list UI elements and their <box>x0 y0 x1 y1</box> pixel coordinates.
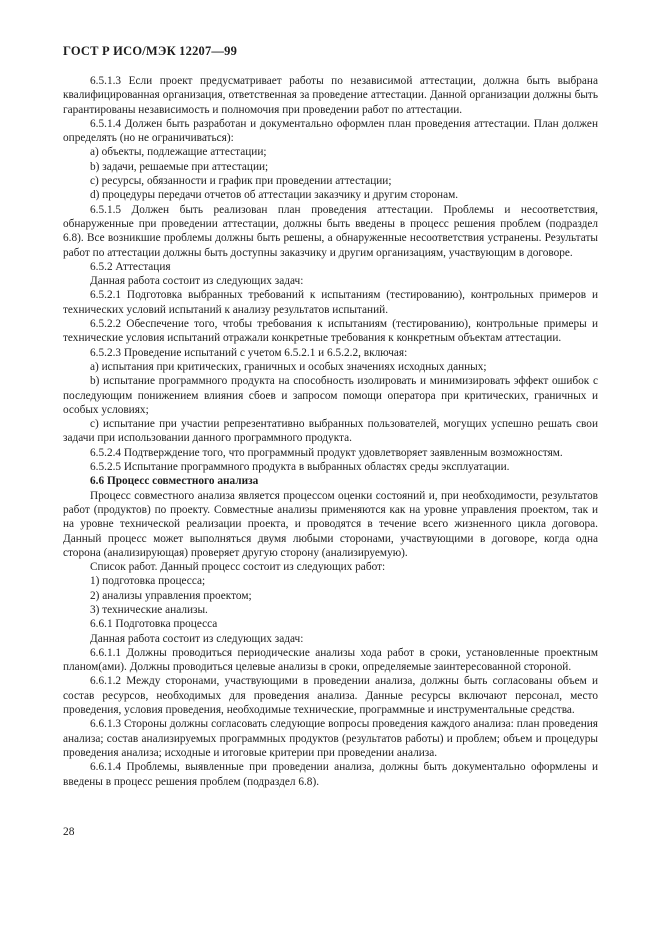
list-item-b: b) задачи, решаемые при аттестации; <box>90 160 269 173</box>
list-item-c: c) испытание при участии репрезентативно выбранных пользователей, могущих успешно решать свои задачи при использовании данного программного продукта. <box>63 418 598 445</box>
list-item-d: d) процедуры передачи отчетов об аттестации заказчику и другим сторонам. <box>90 189 459 202</box>
paragraph-6-5-2-4: 6.5.2.4 Подтверждение того, что программный продукт удовлетворяет заявленным возможностям. <box>90 446 563 459</box>
page-number: 28 <box>63 826 75 838</box>
paragraph-6-5-2-3: 6.5.2.3 Проведение испытаний с учетом 6.5.2.1 и 6.5.2.2, включая: <box>90 346 408 359</box>
paragraph-6-5-2-1: 6.5.2.1 Подготовка выбранных требований к испытаниям (тестированию), контрольных примеров и технических условий испытаний к анализу результатов испытаний. <box>63 289 598 316</box>
document-body <box>63 74 598 789</box>
section-6-6-heading: 6.6 Процесс совместного анализа <box>90 475 259 488</box>
paragraph-6-5-1-5: 6.5.1.5 Должен быть реализован план проведения аттестации. Проблемы и несоответствия, обнаруженные при проведении аттестации, должны быть введены в процесс решения проблем (подраздел 6.8). Все возникшие проблемы должны быть решены, а обнаруженные несоответствия устранены. Результаты работ по аттестации должны быть доступны заказчику и другим организациям, участвующим в договоре. <box>63 203 598 259</box>
list-item-c: c) ресурсы, обязанности и график при проведении аттестации; <box>90 175 392 188</box>
list-item-1: 1) подготовка процесса; <box>90 575 206 588</box>
list-item-b: b) испытание программного продукта на способность изолировать и минимизировать эффект ошибок с последующим понижением влияния сбоев и запросом помощи оператора при критических, граничных и особых условиях; <box>63 375 598 416</box>
task-intro: Данная работа состоит из следующих задач: <box>90 632 304 645</box>
document-header: ГОСТ Р ИСО/МЭК 12207—99 <box>63 44 238 58</box>
paragraph-6-6-1-4: 6.6.1.4 Проблемы, выявленные при проведении анализа, должны быть документально оформлены и введены в процесс решения проблем (подраздел 6.8). <box>63 761 598 788</box>
paragraph-6-5-2-2: 6.5.2.2 Обеспечение того, чтобы требования к испытаниям (тестированию), контрольные примеры и технические условия испытаний отражали конкретные требования к конкретным объектам аттестации. <box>63 318 598 345</box>
list-item-2: 2) анализы управления проектом; <box>90 589 252 602</box>
subsection-6-5-2-title: 6.5.2 Аттестация <box>90 260 171 273</box>
subsection-6-6-1-title: 6.6.1 Подготовка процесса <box>90 618 218 631</box>
paragraph-6-6-1-2: 6.6.1.2 Между сторонами, участвующими в проведении анализа, должны быть согласованы объем и состав ресурсов, необходимых для проведения анализа. Данные ресурсы включают персонал, место проведения, условия проведения, необходимые технические, программные и инструментальные средства. <box>63 675 598 717</box>
list-item-3: 3) технические анализы. <box>90 603 208 616</box>
list-item-a: a) испытания при критических, граничных и особых значениях исходных данных; <box>90 360 487 373</box>
paragraph-6-5-1-4: 6.5.1.4 Должен быть разработан и документально оформлен план проведения аттестации. План должен определять (но не ограничиваться): <box>63 117 598 145</box>
list-item-a: a) объекты, подлежащие аттестации; <box>90 146 267 159</box>
paragraph-6-6-1-3: 6.6.1.3 Стороны должны согласовать следующие вопросы проведения каждого анализа: план проведения анализа; состав анализируемых программных продуктов (результатов работы) и проблем; объем и процедуры проведения анализа; исходные и итоговые критерии при проведении анализа. <box>63 718 598 759</box>
paragraph-6-5-2-5: 6.5.2.5 Испытание программного продукта в выбранных областях среды эксплуатации. <box>90 461 510 474</box>
paragraph-6-6-1-1: 6.6.1.1 Должны проводиться периодические анализы хода работ в сроки, установленные проектным планом(ами). Должны проводиться целевые анализы в сроки, определяемые заинтересованной стороной. <box>63 646 598 674</box>
work-list-intro: Список работ. Данный процесс состоит из следующих работ: <box>90 561 386 574</box>
task-intro: Данная работа состоит из следующих задач: <box>90 275 304 288</box>
paragraph-6-5-1-3: 6.5.1.3 Если проект предусматривает работы по независимой аттестации, должна быть выбрана квалифицированная организация, ответственная за проведение аттестации. Данной организации должны быть гарантированы независимость и полномочия при проведении работ по аттестации. <box>63 75 598 116</box>
section-6-6-intro: Процесс совместного анализа является процессом оценки состояний и, при необходимости, результатов работ (продуктов) по проекту. Совместные анализы применяются как на уровне управления проектом, так и на уровне технической реализации проекта, и проводятся в течение всего жизненного цикла договора. Данный процесс может выполняться двумя любыми сторонами, участвующими в договоре, когда одна сторона (анализирующая) проверяет другую сторону (анализируемую). <box>63 489 598 559</box>
